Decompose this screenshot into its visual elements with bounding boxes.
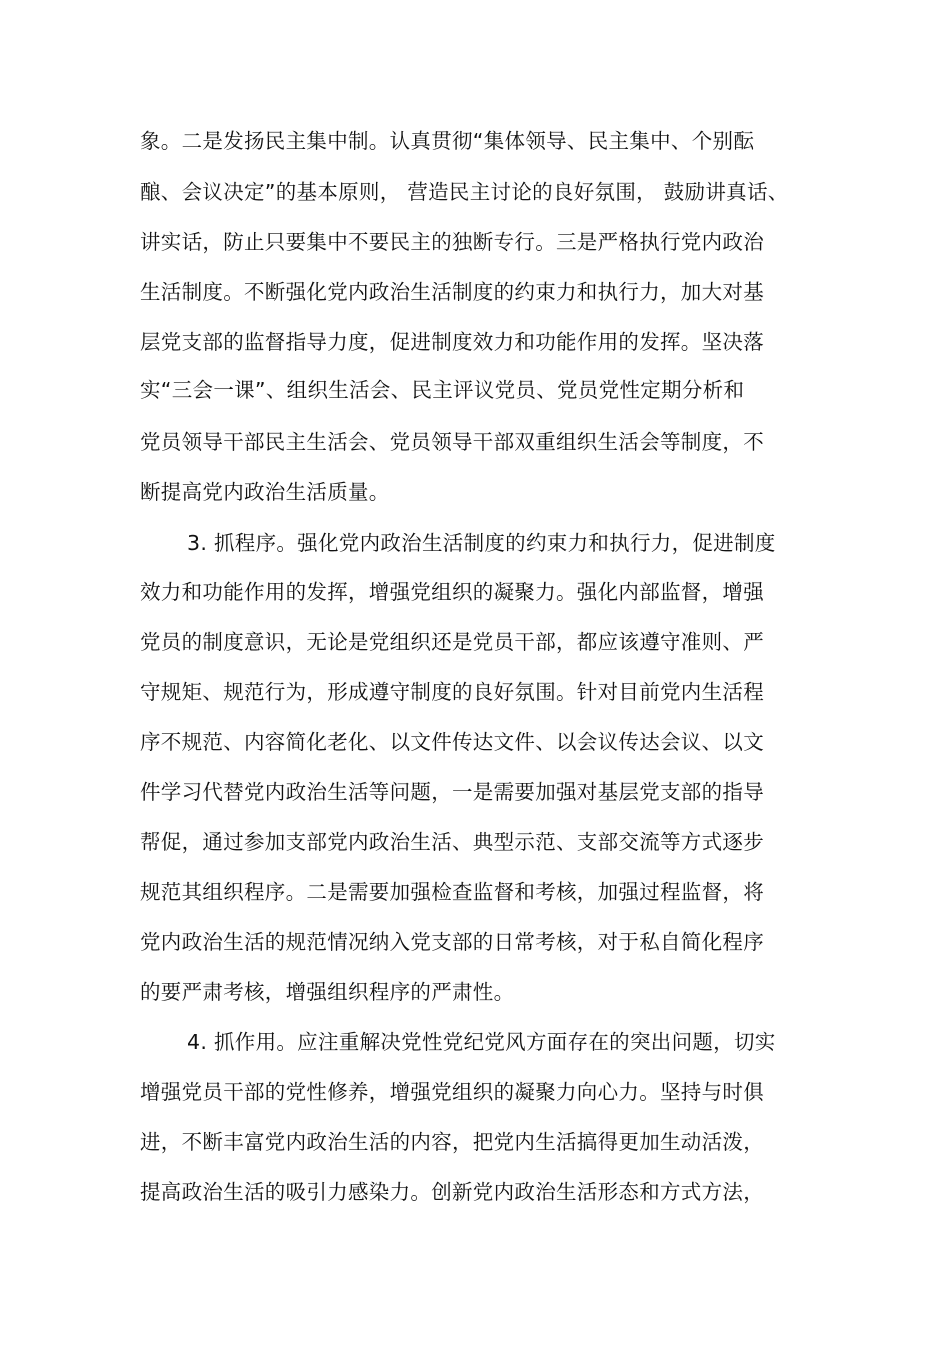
text-line: 象。二是发扬民主集中制。认真贯彻“集体领导、民主集中、个别酝 — [140, 129, 755, 153]
text-line: 件学习代替党内政治生活等问题，一是需要加强对基层党支部的指导 — [140, 780, 764, 804]
text-line: 党内政治生活的规范情况纳入党支部的日常考核，对于私自简化程序 — [140, 930, 764, 954]
text-line: 党员的制度意识，无论是党组织还是党员干部，都应该遵守准则、严 — [140, 630, 764, 654]
text-line: 序不规范、内容简化老化、以文件传达文件、以会议传达会议、以文 — [140, 730, 764, 754]
text-line: 生活制度。不断强化党内政治生活制度的约束力和执行力，加大对基 — [140, 280, 764, 304]
text-line: 断提高党内政治生活质量。 — [140, 480, 390, 504]
paragraph-heading-3: 3. 抓程序。强化党内政治生活制度的约束力和执行力，促进制度 — [187, 531, 776, 555]
text-line: 帮促，通过参加支部党内政治生活、典型示范、支部交流等方式逐步 — [140, 830, 764, 854]
text-line: 增强党员干部的党性修养，增强党组织的凝聚力向心力。坚持与时俱 — [140, 1080, 764, 1104]
text-line: 效力和功能作用的发挥，增强党组织的凝聚力。强化内部监督，增强 — [140, 580, 764, 604]
text-line: 进，不断丰富党内政治生活的内容，把党内生活搞得更加生动活泼， — [140, 1130, 764, 1154]
text-line: 党员领导干部民主生活会、党员领导干部双重组织生活会等制度，不 — [140, 430, 764, 454]
text-line: 实“三会一课”、组织生活会、民主评议党员、党员党性定期分析和 — [140, 378, 745, 402]
paragraph-heading-4: 4. 抓作用。应注重解决党性党纪党风方面存在的突出问题，切实 — [187, 1030, 776, 1054]
text-line: 规范其组织程序。二是需要加强检查监督和考核，加强过程监督，将 — [140, 880, 764, 904]
text-line: 提高政治生活的吸引力感染力。创新党内政治生活形态和方式方法， — [140, 1180, 764, 1204]
text-line: 层党支部的监督指导力度，促进制度效力和功能作用的发挥。坚决落 — [140, 330, 764, 354]
text-line: 酿、会议决定”的基本原则， 营造民主讨论的良好氛围， 鼓励讲真话、 — [140, 180, 789, 204]
text-line: 守规矩、规范行为，形成遵守制度的良好氛围。针对目前党内生活程 — [140, 680, 764, 704]
text-line: 讲实话，防止只要集中不要民主的独断专行。三是严格执行党内政治 — [140, 230, 764, 254]
text-line: 的要严肃考核，增强组织程序的严肃性。 — [140, 980, 515, 1004]
